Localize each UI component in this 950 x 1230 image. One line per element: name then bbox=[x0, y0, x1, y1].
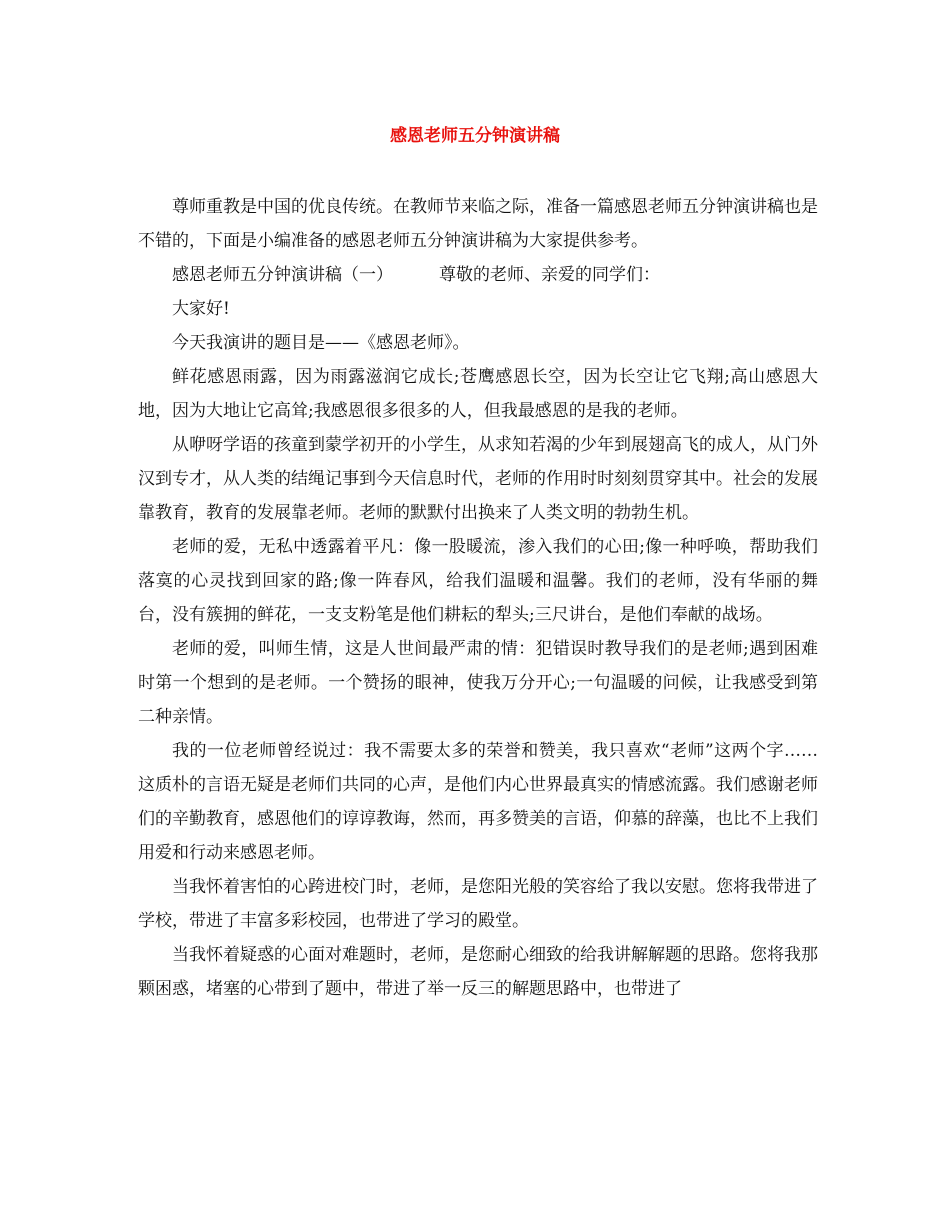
intro-paragraph: 尊师重教是中国的优良传统。在教师节来临之际，准备一篇感恩老师五分钟演讲稿也是不错的，下面是小编准备的感恩老师五分钟演讲稿为大家提供参考。 bbox=[138, 197, 818, 251]
body-paragraph: 老师的爱，无私中透露着平凡：像一股暖流，渗入我们的心田;像一种呼唤，帮助我们落寞的心灵找到回家的路;像一阵春风，给我们温暖和温馨。我们的老师，没有华丽的舞台，没有簇拥的鲜花，一支支粉笔是他们耕耘的犁头;三尺讲台，是他们奉献的战场。 bbox=[138, 537, 818, 625]
section-heading-line bbox=[138, 258, 818, 292]
document-body bbox=[138, 190, 818, 1006]
body-paragraph: 从咿呀学语的孩童到蒙学初开的小学生，从求知若渴的少年到展翅高飞的成人，从门外汉到专才，从人类的结绳记事到今天信息时代，老师的作用时时刻刻贯穿其中。社会的发展靠教育，教育的发展靠老师。老师的默默付出换来了人类文明的勃勃生机。 bbox=[138, 435, 818, 523]
body-paragraph: 当我怀着害怕的心跨进校门时，老师，是您阳光般的笑容给了我以安慰。您将我带进了学校，带进了丰富多彩校园，也带进了学习的殿堂。 bbox=[138, 877, 818, 931]
body-paragraph: 鲜花感恩雨露，因为雨露滋润它成长;苍鹰感恩长空，因为长空让它飞翔;高山感恩大地，因为大地让它高耸;我感恩很多很多的人，但我最感恩的是我的老师。 bbox=[138, 367, 818, 421]
body-paragraph: 今天我演讲的题目是——《感恩老师》。 bbox=[172, 333, 470, 353]
body-paragraph: 大家好! bbox=[172, 299, 230, 319]
section-heading: 感恩老师五分钟演讲稿（一） bbox=[172, 265, 393, 285]
body-paragraph: 当我怀着疑惑的心面对难题时，老师，是您耐心细致的给我讲解解题的思路。您将我那颗困惑，堵塞的心带到了题中，带进了举一反三的解题思路中，也带进了 bbox=[138, 945, 818, 999]
body-paragraph: 老师的爱，叫师生情，这是人世间最严肃的情：犯错误时教导我们的是老师;遇到困难时第一个想到的是老师。一个赞扬的眼神，使我万分开心;一句温暖的问候，让我感受到第二种亲情。 bbox=[138, 639, 818, 727]
document-title: 感恩老师五分钟演讲稿 bbox=[390, 126, 560, 146]
body-paragraph: 我的一位老师曾经说过：我不需要太多的荣誉和赞美，我只喜欢“老师”这两个字……这质朴的言语无疑是老师们共同的心声，是他们内心世界最真实的情感流露。我们感谢老师们的辛勤教育，感恩他们的谆谆教诲，然而，再多赞美的言语，仰慕的辞藻，也比不上我们用爱和行动来感恩老师。 bbox=[138, 741, 818, 863]
salutation: 尊敬的老师、亲爱的同学们： bbox=[439, 265, 660, 285]
